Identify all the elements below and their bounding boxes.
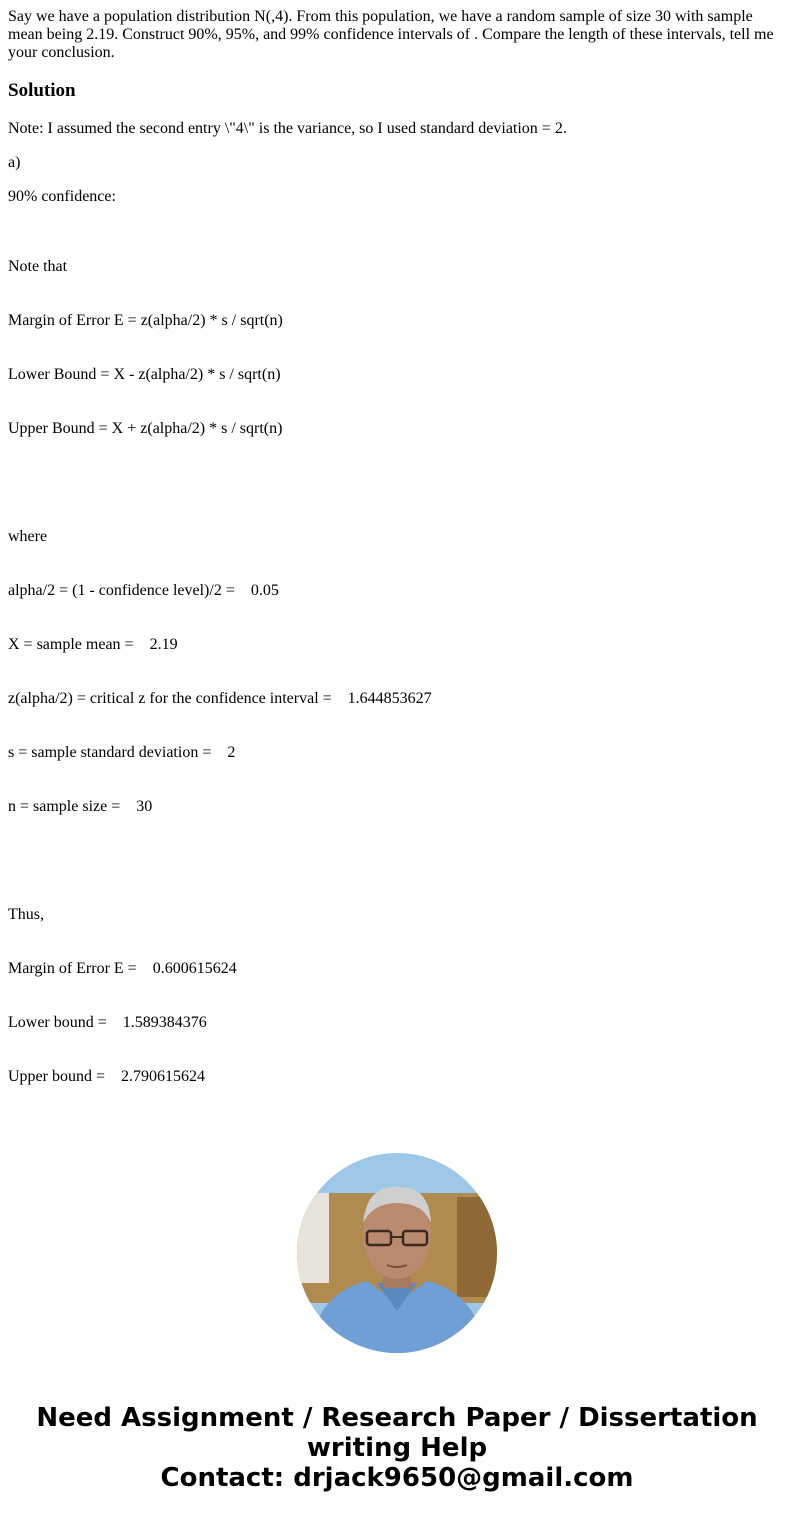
avatar-photo: [297, 1153, 497, 1353]
formula-upper: Upper Bound = X + z(alpha/2) * s / sqrt(n): [8, 420, 283, 437]
param-mean: X = sample mean = 2.19: [8, 636, 178, 653]
part-a-label: a): [8, 154, 21, 171]
param-sd: s = sample standard deviation = 2: [8, 744, 236, 761]
param-z: z(alpha/2) = critical z for the confidence interval = 1.644853627: [8, 690, 432, 707]
question-text: Say we have a population distribution N(,4). From this population, we have a random sample of size 30 with sample mean being 2.19. Construct 90%, 95%, and 99% confidence intervals of . Compare the length of these intervals, tell me your conclusion.: [8, 8, 774, 61]
formula-lower: Lower Bound = X - z(alpha/2) * s / sqrt(n): [8, 366, 281, 383]
footer-line-3: Contact: drjack9650@gmail.com: [160, 1463, 634, 1493]
note-that-line: Note that: [8, 258, 68, 275]
footer-line-2: writing Help: [306, 1433, 488, 1463]
document-body: [8, 8, 786, 1122]
where-line: where: [8, 528, 48, 545]
footer-line-1: Need Assignment / Research Paper / Dissertation: [36, 1403, 758, 1433]
footer-contact: [0, 1403, 794, 1493]
part-a-confidence: 90% confidence:: [8, 188, 116, 205]
part-a-formulas: [8, 222, 786, 1122]
assumption-note: Note: I assumed the second entry \"4\" is the variance, so I used standard deviation = 2.: [8, 120, 567, 137]
result-lower: Lower bound = 1.589384376: [8, 1014, 207, 1031]
thus-line: Thus,: [8, 906, 44, 923]
result-margin: Margin of Error E = 0.600615624: [8, 960, 237, 977]
author-avatar: [297, 1153, 497, 1353]
solution-heading: Solution: [8, 80, 76, 101]
param-alpha: alpha/2 = (1 - confidence level)/2 = 0.05: [8, 582, 279, 599]
formula-margin: Margin of Error E = z(alpha/2) * s / sqrt(n): [8, 312, 283, 329]
door-frame: [297, 1193, 329, 1283]
result-upper: Upper bound = 2.790615624: [8, 1068, 206, 1085]
param-n: n = sample size = 30: [8, 798, 153, 815]
